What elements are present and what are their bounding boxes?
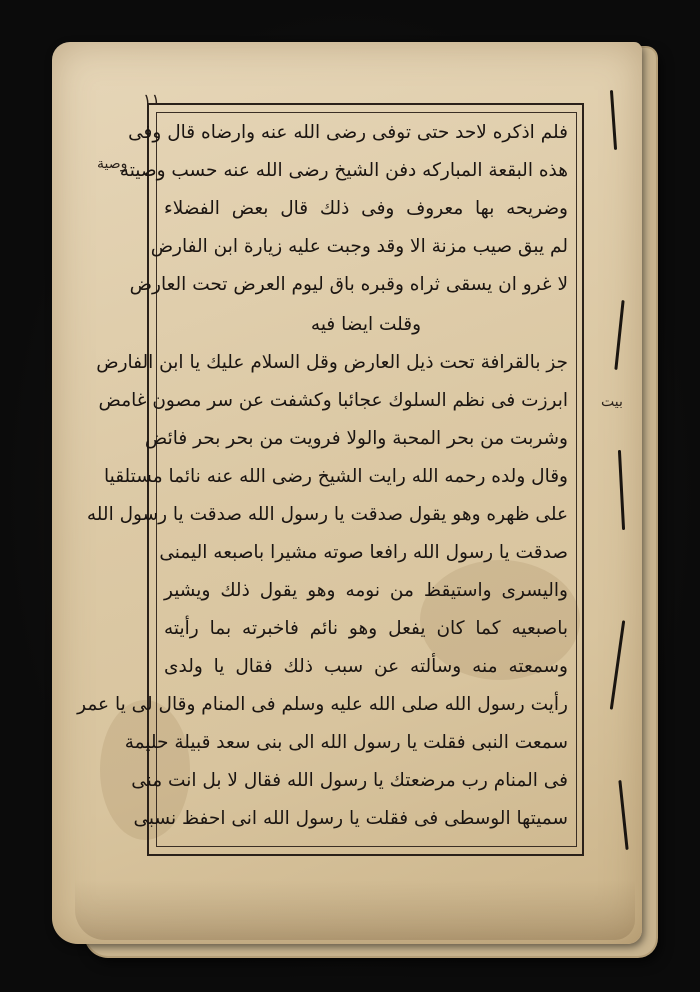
text-line: صدقت يا رسول الله رافعا صوته مشيرا باصبعه اليمنى — [159, 542, 568, 563]
text-line: واليسرى واستيقظ من نومه وهو يقول ذلك ويشير — [164, 580, 568, 601]
verse-line: وشربت من بحر المحبة والولا فرويت من بحر بحر فائض — [144, 428, 568, 449]
text-line: باصبعيه كما كان يفعل وهو نائم فاخبرته بما رأيته — [164, 618, 568, 639]
worn-bottom-edge — [75, 880, 635, 940]
text-line: على ظهره وهو يقول صدقت يا رسول الله صدقت يا رسول الله — [86, 504, 568, 525]
text-line: فلم اذكره لاحد حتى توفى رضى الله عنه وارضاه قال وفى — [128, 122, 568, 143]
verse-line: جز بالقرافة تحت ذيل العارض وقل السلام عليك يا ابن الفارض — [96, 352, 568, 373]
text-line: وضريحه بها معروف وفى ذلك قال بعض الفضلاء — [164, 198, 568, 219]
page-number: ١١ — [143, 90, 161, 109]
text-line: سميتها الوسطى فى فقلت يا رسول الله انى احفظ نسبى — [133, 808, 568, 829]
text-line: رأيت رسول الله صلى الله عليه وسلم فى المنام وقال لى يا عمر — [77, 694, 568, 715]
text-line: وسمعته منه وسألته عن سبب ذلك فقال يا ولدى — [164, 656, 568, 677]
text-line: وقال ولده رحمه الله رايت الشيخ رضى الله عنه نائما مستلقيا — [103, 466, 568, 487]
verse-line: لم يبق صيب مزنة الا وقد وجبت عليه زيارة ابن الفارض — [150, 236, 568, 257]
text-line: هذه البقعة المباركه دفن الشيخ رضى الله عنه حسب وصيته — [119, 160, 568, 181]
verse-heading: وقلت ايضا فيه — [310, 314, 422, 335]
margin-note-right: بيت — [601, 394, 623, 410]
verse-line: ابرزت فى نظم السلوك عجائبا وكشفت عن سر مصون غامض — [98, 390, 568, 411]
verse-line: لا غرو ان يسقى ثراه وقبره باق ليوم العرض تحت العارض — [129, 274, 568, 295]
text-line: سمعت النبى فقلت يا رسول الله الى بنى سعد قبيلة حليمة — [124, 732, 568, 753]
text-line: فى المنام رب مرضعتك يا رسول الله فقال لا بل انت منى — [131, 770, 568, 791]
margin-note-left: وصية — [97, 156, 128, 172]
